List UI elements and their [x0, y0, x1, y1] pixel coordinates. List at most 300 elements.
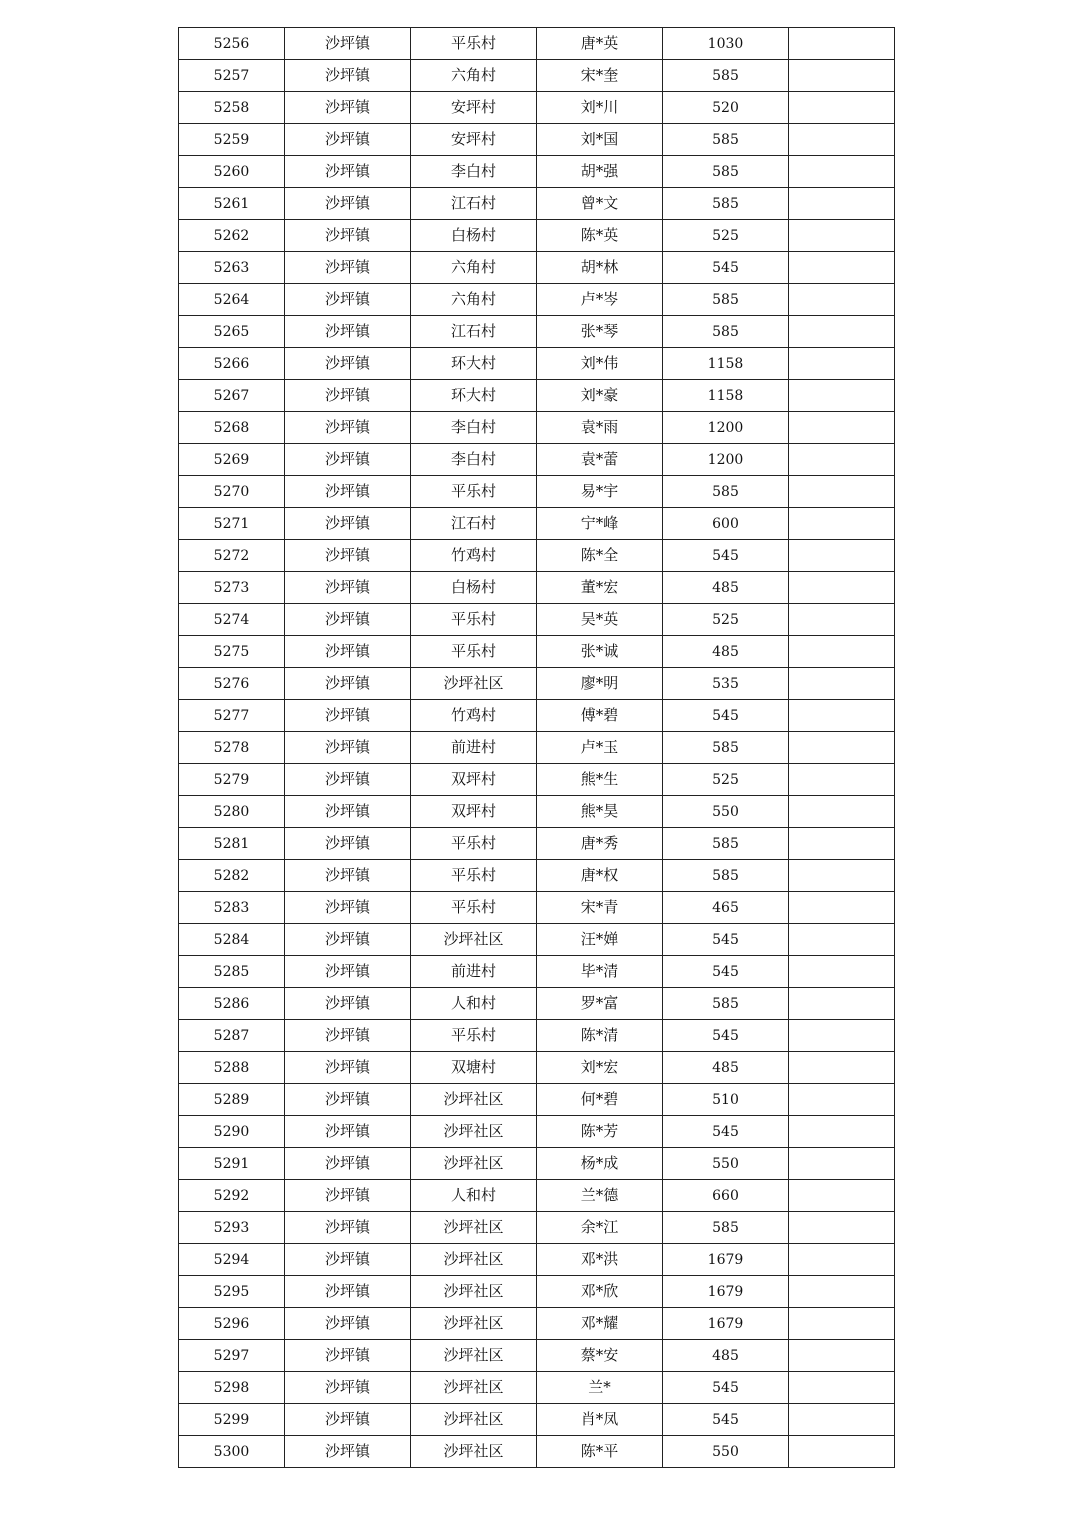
village-cell: 六角村	[411, 252, 537, 284]
row-number-cell: 5271	[179, 508, 285, 540]
amount-cell: 545	[663, 700, 789, 732]
table-row	[179, 668, 895, 700]
note-cell	[789, 636, 895, 668]
row-number-cell: 5279	[179, 764, 285, 796]
person-name-cell: 刘*川	[537, 92, 663, 124]
village-cell: 沙坪社区	[411, 1340, 537, 1372]
village-cell: 沙坪社区	[411, 1372, 537, 1404]
town-cell: 沙坪镇	[285, 444, 411, 476]
person-name-cell: 刘*豪	[537, 380, 663, 412]
village-cell: 平乐村	[411, 604, 537, 636]
town-cell: 沙坪镇	[285, 924, 411, 956]
amount-cell: 545	[663, 252, 789, 284]
person-name-cell: 兰*	[537, 1372, 663, 1404]
note-cell	[789, 1436, 895, 1468]
village-cell: 白杨村	[411, 572, 537, 604]
person-name-cell: 卢*玉	[537, 732, 663, 764]
town-cell: 沙坪镇	[285, 1052, 411, 1084]
table-body	[179, 28, 895, 1468]
amount-cell: 545	[663, 1372, 789, 1404]
person-name-cell: 蔡*安	[537, 1340, 663, 1372]
town-cell: 沙坪镇	[285, 1212, 411, 1244]
person-name-cell: 吴*英	[537, 604, 663, 636]
village-cell: 安坪村	[411, 92, 537, 124]
amount-cell: 520	[663, 92, 789, 124]
village-cell: 双坪村	[411, 796, 537, 828]
town-cell: 沙坪镇	[285, 604, 411, 636]
amount-cell: 1679	[663, 1244, 789, 1276]
note-cell	[789, 988, 895, 1020]
table-row	[179, 1116, 895, 1148]
table-row	[179, 1340, 895, 1372]
town-cell: 沙坪镇	[285, 572, 411, 604]
row-number-cell: 5286	[179, 988, 285, 1020]
note-cell	[789, 220, 895, 252]
person-name-cell: 刘*宏	[537, 1052, 663, 1084]
amount-cell: 600	[663, 508, 789, 540]
person-name-cell: 傅*碧	[537, 700, 663, 732]
row-number-cell: 5299	[179, 1404, 285, 1436]
table-row	[179, 316, 895, 348]
row-number-cell: 5275	[179, 636, 285, 668]
note-cell	[789, 92, 895, 124]
row-number-cell: 5284	[179, 924, 285, 956]
table-row	[179, 604, 895, 636]
row-number-cell: 5281	[179, 828, 285, 860]
town-cell: 沙坪镇	[285, 988, 411, 1020]
person-name-cell: 陈*英	[537, 220, 663, 252]
town-cell: 沙坪镇	[285, 1148, 411, 1180]
person-name-cell: 董*宏	[537, 572, 663, 604]
amount-cell: 545	[663, 540, 789, 572]
person-name-cell: 肖*凤	[537, 1404, 663, 1436]
table-row	[179, 732, 895, 764]
village-cell: 平乐村	[411, 28, 537, 60]
row-number-cell: 5290	[179, 1116, 285, 1148]
person-name-cell: 陈*清	[537, 1020, 663, 1052]
table-row	[179, 412, 895, 444]
table-row	[179, 252, 895, 284]
amount-cell: 1200	[663, 412, 789, 444]
amount-cell: 1030	[663, 28, 789, 60]
village-cell: 平乐村	[411, 860, 537, 892]
note-cell	[789, 1084, 895, 1116]
note-cell	[789, 604, 895, 636]
table-row	[179, 348, 895, 380]
table-row	[179, 476, 895, 508]
village-cell: 六角村	[411, 284, 537, 316]
amount-cell: 660	[663, 1180, 789, 1212]
row-number-cell: 5269	[179, 444, 285, 476]
town-cell: 沙坪镇	[285, 700, 411, 732]
row-number-cell: 5295	[179, 1276, 285, 1308]
amount-cell: 585	[663, 316, 789, 348]
row-number-cell: 5291	[179, 1148, 285, 1180]
village-cell: 李白村	[411, 156, 537, 188]
note-cell	[789, 764, 895, 796]
person-name-cell: 唐*权	[537, 860, 663, 892]
table-row	[179, 860, 895, 892]
row-number-cell: 5273	[179, 572, 285, 604]
village-cell: 沙坪社区	[411, 1084, 537, 1116]
note-cell	[789, 572, 895, 604]
town-cell: 沙坪镇	[285, 1308, 411, 1340]
person-name-cell: 刘*伟	[537, 348, 663, 380]
table-row	[179, 572, 895, 604]
row-number-cell: 5278	[179, 732, 285, 764]
note-cell	[789, 1020, 895, 1052]
row-number-cell: 5285	[179, 956, 285, 988]
village-cell: 李白村	[411, 412, 537, 444]
village-cell: 沙坪社区	[411, 1276, 537, 1308]
row-number-cell: 5262	[179, 220, 285, 252]
row-number-cell: 5256	[179, 28, 285, 60]
village-cell: 六角村	[411, 60, 537, 92]
town-cell: 沙坪镇	[285, 1436, 411, 1468]
table-row	[179, 988, 895, 1020]
town-cell: 沙坪镇	[285, 92, 411, 124]
amount-cell: 525	[663, 764, 789, 796]
amount-cell: 585	[663, 156, 789, 188]
town-cell: 沙坪镇	[285, 764, 411, 796]
town-cell: 沙坪镇	[285, 476, 411, 508]
note-cell	[789, 380, 895, 412]
town-cell: 沙坪镇	[285, 668, 411, 700]
note-cell	[789, 316, 895, 348]
village-cell: 人和村	[411, 988, 537, 1020]
village-cell: 前进村	[411, 732, 537, 764]
row-number-cell: 5274	[179, 604, 285, 636]
amount-cell: 525	[663, 220, 789, 252]
table-row	[179, 700, 895, 732]
person-name-cell: 陈*全	[537, 540, 663, 572]
amount-cell: 585	[663, 60, 789, 92]
table-row	[179, 284, 895, 316]
amount-cell: 550	[663, 796, 789, 828]
person-name-cell: 宋*青	[537, 892, 663, 924]
data-table	[178, 27, 895, 1468]
note-cell	[789, 348, 895, 380]
note-cell	[789, 124, 895, 156]
village-cell: 双坪村	[411, 764, 537, 796]
village-cell: 平乐村	[411, 476, 537, 508]
table-row	[179, 1372, 895, 1404]
table-row	[179, 444, 895, 476]
town-cell: 沙坪镇	[285, 1276, 411, 1308]
village-cell: 平乐村	[411, 1020, 537, 1052]
note-cell	[789, 508, 895, 540]
village-cell: 双塘村	[411, 1052, 537, 1084]
person-name-cell: 宁*峰	[537, 508, 663, 540]
note-cell	[789, 444, 895, 476]
village-cell: 沙坪社区	[411, 1212, 537, 1244]
amount-cell: 585	[663, 828, 789, 860]
row-number-cell: 5294	[179, 1244, 285, 1276]
person-name-cell: 廖*明	[537, 668, 663, 700]
row-number-cell: 5288	[179, 1052, 285, 1084]
person-name-cell: 袁*雨	[537, 412, 663, 444]
town-cell: 沙坪镇	[285, 1372, 411, 1404]
note-cell	[789, 1116, 895, 1148]
row-number-cell: 5257	[179, 60, 285, 92]
town-cell: 沙坪镇	[285, 316, 411, 348]
note-cell	[789, 60, 895, 92]
person-name-cell: 陈*平	[537, 1436, 663, 1468]
table-row	[179, 508, 895, 540]
note-cell	[789, 1340, 895, 1372]
note-cell	[789, 796, 895, 828]
note-cell	[789, 1244, 895, 1276]
village-cell: 沙坪社区	[411, 1116, 537, 1148]
amount-cell: 485	[663, 572, 789, 604]
amount-cell: 485	[663, 1340, 789, 1372]
amount-cell: 1679	[663, 1308, 789, 1340]
amount-cell: 1679	[663, 1276, 789, 1308]
note-cell	[789, 252, 895, 284]
table-row	[179, 764, 895, 796]
village-cell: 李白村	[411, 444, 537, 476]
village-cell: 沙坪社区	[411, 668, 537, 700]
town-cell: 沙坪镇	[285, 1180, 411, 1212]
note-cell	[789, 828, 895, 860]
table-row	[179, 1276, 895, 1308]
note-cell	[789, 1276, 895, 1308]
town-cell: 沙坪镇	[285, 508, 411, 540]
town-cell: 沙坪镇	[285, 1340, 411, 1372]
town-cell: 沙坪镇	[285, 252, 411, 284]
amount-cell: 1158	[663, 380, 789, 412]
table-row	[179, 124, 895, 156]
amount-cell: 1158	[663, 348, 789, 380]
row-number-cell: 5289	[179, 1084, 285, 1116]
note-cell	[789, 732, 895, 764]
village-cell: 平乐村	[411, 636, 537, 668]
town-cell: 沙坪镇	[285, 860, 411, 892]
table-row	[179, 60, 895, 92]
row-number-cell: 5280	[179, 796, 285, 828]
row-number-cell: 5296	[179, 1308, 285, 1340]
amount-cell: 1200	[663, 444, 789, 476]
town-cell: 沙坪镇	[285, 892, 411, 924]
person-name-cell: 胡*林	[537, 252, 663, 284]
town-cell: 沙坪镇	[285, 380, 411, 412]
amount-cell: 545	[663, 956, 789, 988]
table-row	[179, 1084, 895, 1116]
note-cell	[789, 668, 895, 700]
note-cell	[789, 956, 895, 988]
town-cell: 沙坪镇	[285, 284, 411, 316]
town-cell: 沙坪镇	[285, 124, 411, 156]
row-number-cell: 5282	[179, 860, 285, 892]
village-cell: 沙坪社区	[411, 924, 537, 956]
note-cell	[789, 284, 895, 316]
town-cell: 沙坪镇	[285, 828, 411, 860]
table-row	[179, 28, 895, 60]
town-cell: 沙坪镇	[285, 412, 411, 444]
person-name-cell: 邓*耀	[537, 1308, 663, 1340]
person-name-cell: 兰*德	[537, 1180, 663, 1212]
amount-cell: 585	[663, 284, 789, 316]
row-number-cell: 5263	[179, 252, 285, 284]
person-name-cell: 汪*婵	[537, 924, 663, 956]
village-cell: 沙坪社区	[411, 1436, 537, 1468]
note-cell	[789, 412, 895, 444]
village-cell: 前进村	[411, 956, 537, 988]
table-row	[179, 828, 895, 860]
note-cell	[789, 28, 895, 60]
town-cell: 沙坪镇	[285, 1404, 411, 1436]
amount-cell: 545	[663, 1020, 789, 1052]
town-cell: 沙坪镇	[285, 156, 411, 188]
table-row	[179, 156, 895, 188]
row-number-cell: 5268	[179, 412, 285, 444]
note-cell	[789, 1212, 895, 1244]
town-cell: 沙坪镇	[285, 540, 411, 572]
row-number-cell: 5292	[179, 1180, 285, 1212]
town-cell: 沙坪镇	[285, 60, 411, 92]
town-cell: 沙坪镇	[285, 348, 411, 380]
table-row	[179, 1180, 895, 1212]
village-cell: 环大村	[411, 380, 537, 412]
row-number-cell: 5283	[179, 892, 285, 924]
table-row	[179, 1020, 895, 1052]
table-row	[179, 1212, 895, 1244]
town-cell: 沙坪镇	[285, 1244, 411, 1276]
village-cell: 竹鸡村	[411, 700, 537, 732]
amount-cell: 585	[663, 476, 789, 508]
town-cell: 沙坪镇	[285, 956, 411, 988]
row-number-cell: 5293	[179, 1212, 285, 1244]
row-number-cell: 5258	[179, 92, 285, 124]
town-cell: 沙坪镇	[285, 636, 411, 668]
amount-cell: 585	[663, 1212, 789, 1244]
table-row	[179, 1244, 895, 1276]
person-name-cell: 邓*洪	[537, 1244, 663, 1276]
person-name-cell: 熊*生	[537, 764, 663, 796]
amount-cell: 485	[663, 636, 789, 668]
person-name-cell: 刘*国	[537, 124, 663, 156]
amount-cell: 545	[663, 1116, 789, 1148]
village-cell: 沙坪社区	[411, 1244, 537, 1276]
town-cell: 沙坪镇	[285, 220, 411, 252]
row-number-cell: 5276	[179, 668, 285, 700]
row-number-cell: 5259	[179, 124, 285, 156]
village-cell: 沙坪社区	[411, 1308, 537, 1340]
person-name-cell: 唐*秀	[537, 828, 663, 860]
table-row	[179, 540, 895, 572]
town-cell: 沙坪镇	[285, 732, 411, 764]
town-cell: 沙坪镇	[285, 1116, 411, 1148]
town-cell: 沙坪镇	[285, 28, 411, 60]
note-cell	[789, 892, 895, 924]
note-cell	[789, 188, 895, 220]
amount-cell: 585	[663, 124, 789, 156]
amount-cell: 585	[663, 860, 789, 892]
village-cell: 竹鸡村	[411, 540, 537, 572]
note-cell	[789, 1180, 895, 1212]
row-number-cell: 5264	[179, 284, 285, 316]
amount-cell: 550	[663, 1148, 789, 1180]
row-number-cell: 5260	[179, 156, 285, 188]
town-cell: 沙坪镇	[285, 1020, 411, 1052]
note-cell	[789, 700, 895, 732]
town-cell: 沙坪镇	[285, 1084, 411, 1116]
table-row	[179, 188, 895, 220]
table-row	[179, 220, 895, 252]
town-cell: 沙坪镇	[285, 188, 411, 220]
village-cell: 人和村	[411, 1180, 537, 1212]
person-name-cell: 毕*清	[537, 956, 663, 988]
village-cell: 江石村	[411, 508, 537, 540]
person-name-cell: 宋*奎	[537, 60, 663, 92]
amount-cell: 585	[663, 188, 789, 220]
row-number-cell: 5300	[179, 1436, 285, 1468]
person-name-cell: 胡*强	[537, 156, 663, 188]
village-cell: 平乐村	[411, 828, 537, 860]
person-name-cell: 熊*昊	[537, 796, 663, 828]
table-row	[179, 892, 895, 924]
note-cell	[789, 540, 895, 572]
person-name-cell: 罗*富	[537, 988, 663, 1020]
table-row	[179, 92, 895, 124]
amount-cell: 485	[663, 1052, 789, 1084]
person-name-cell: 杨*成	[537, 1148, 663, 1180]
row-number-cell: 5277	[179, 700, 285, 732]
amount-cell: 585	[663, 988, 789, 1020]
note-cell	[789, 1052, 895, 1084]
note-cell	[789, 860, 895, 892]
table-row	[179, 1148, 895, 1180]
village-cell: 沙坪社区	[411, 1148, 537, 1180]
row-number-cell: 5297	[179, 1340, 285, 1372]
note-cell	[789, 156, 895, 188]
row-number-cell: 5265	[179, 316, 285, 348]
person-name-cell: 易*宇	[537, 476, 663, 508]
row-number-cell: 5261	[179, 188, 285, 220]
amount-cell: 535	[663, 668, 789, 700]
village-cell: 江石村	[411, 188, 537, 220]
row-number-cell: 5266	[179, 348, 285, 380]
table-row	[179, 1308, 895, 1340]
person-name-cell: 曾*文	[537, 188, 663, 220]
note-cell	[789, 1372, 895, 1404]
person-name-cell: 张*琴	[537, 316, 663, 348]
person-name-cell: 张*诚	[537, 636, 663, 668]
note-cell	[789, 1148, 895, 1180]
village-cell: 沙坪社区	[411, 1404, 537, 1436]
table-row	[179, 636, 895, 668]
person-name-cell: 袁*蕾	[537, 444, 663, 476]
village-cell: 白杨村	[411, 220, 537, 252]
row-number-cell: 5298	[179, 1372, 285, 1404]
row-number-cell: 5267	[179, 380, 285, 412]
person-name-cell: 陈*芳	[537, 1116, 663, 1148]
table-row	[179, 956, 895, 988]
table-row	[179, 380, 895, 412]
note-cell	[789, 1308, 895, 1340]
row-number-cell: 5272	[179, 540, 285, 572]
village-cell: 平乐村	[411, 892, 537, 924]
person-name-cell: 余*江	[537, 1212, 663, 1244]
row-number-cell: 5270	[179, 476, 285, 508]
amount-cell: 525	[663, 604, 789, 636]
village-cell: 安坪村	[411, 124, 537, 156]
note-cell	[789, 924, 895, 956]
table-row	[179, 1404, 895, 1436]
note-cell	[789, 476, 895, 508]
amount-cell: 465	[663, 892, 789, 924]
person-name-cell: 唐*英	[537, 28, 663, 60]
